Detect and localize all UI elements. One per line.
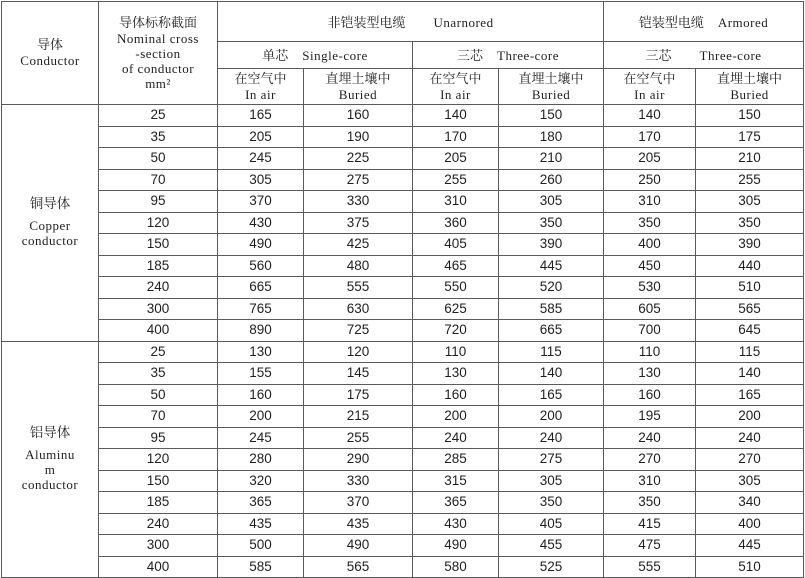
- ampacity-cell: 245: [218, 427, 304, 449]
- group-label-en: m: [44, 462, 56, 478]
- col-armored-three-buried: [696, 69, 804, 105]
- section-header: [99, 2, 218, 105]
- ampacity-cell: 165: [218, 105, 304, 127]
- ampacity-cell: 240: [696, 427, 804, 449]
- ampacity-cell: 455: [499, 535, 604, 557]
- section-header-en-1: Nominal cross: [117, 30, 199, 46]
- cross-section-cell: 120: [99, 449, 218, 471]
- in-air-cn: 在空气中: [234, 71, 287, 87]
- table-row: [2, 298, 804, 320]
- ampacity-cell: 210: [696, 148, 804, 170]
- cross-section-cell: 50: [99, 148, 218, 170]
- table-row: [2, 556, 804, 578]
- ampacity-cell: 555: [304, 277, 413, 299]
- table-row: [2, 363, 804, 385]
- ampacity-cell: 160: [604, 384, 696, 406]
- cross-section-cell: 150: [99, 470, 218, 492]
- ampacity-cell: 465: [413, 255, 499, 277]
- ampacity-cell: 160: [218, 384, 304, 406]
- ampacity-cell: 150: [696, 105, 804, 127]
- three-core-en: Three-core: [497, 48, 560, 63]
- ampacity-cell: 305: [696, 470, 804, 492]
- table-row: [2, 341, 804, 363]
- ampacity-cell: 350: [696, 212, 804, 234]
- ampacity-cell: 365: [218, 492, 304, 514]
- in-air-en: In air: [245, 86, 276, 102]
- col-unarmored-single-air: [218, 69, 304, 105]
- ampacity-cell: 290: [304, 449, 413, 471]
- table-row: [2, 234, 804, 256]
- ampacity-cell: 310: [604, 470, 696, 492]
- cross-section-cell: 300: [99, 535, 218, 557]
- col-armored-three-air: [604, 69, 696, 105]
- ampacity-cell: 350: [499, 492, 604, 514]
- ampacity-cell: 305: [499, 470, 604, 492]
- ampacity-cell: 405: [499, 513, 604, 535]
- buried-en: Buried: [730, 86, 769, 102]
- table-row: [2, 169, 804, 191]
- ampacity-cell: 585: [218, 556, 304, 578]
- in-air-en: In air: [634, 86, 665, 102]
- ampacity-cell: 630: [304, 298, 413, 320]
- ampacity-cell: 665: [499, 320, 604, 342]
- ampacity-cell: 260: [499, 169, 604, 191]
- ampacity-cell: 490: [218, 234, 304, 256]
- ampacity-cell: 200: [413, 406, 499, 428]
- ampacity-cell: 510: [696, 277, 804, 299]
- ampacity-cell: 435: [218, 513, 304, 535]
- ampacity-cell: 560: [218, 255, 304, 277]
- group-label-en: Copper: [29, 218, 71, 234]
- conductor-header-cn: 导体: [36, 38, 63, 53]
- col-unarmored-three-buried: [499, 69, 604, 105]
- ampacity-cell: 250: [604, 169, 696, 191]
- ampacity-cell: 530: [604, 277, 696, 299]
- col-unarmored-three-air: [413, 69, 499, 105]
- cross-section-cell: 95: [99, 191, 218, 213]
- table-row: [2, 212, 804, 234]
- single-core-cn: 单芯: [262, 49, 289, 64]
- group-label-en: Aluminu: [25, 447, 75, 463]
- ampacity-cell: 275: [499, 449, 604, 471]
- section-header-en-3: of conductor: [121, 60, 195, 76]
- ampacity-cell: 490: [413, 535, 499, 557]
- section-header-unit: mm²: [145, 75, 171, 91]
- aluminum-conductor-group: [2, 341, 99, 578]
- ampacity-cell: 255: [304, 427, 413, 449]
- buried-en: Buried: [338, 86, 378, 102]
- group-label-cn: 铝导体: [29, 425, 71, 442]
- buried-cn: 直埋土壤中: [518, 71, 584, 87]
- ampacity-cell: 415: [604, 513, 696, 535]
- ampacity-cell: 375: [304, 212, 413, 234]
- armored-header-en: Armored: [717, 14, 769, 30]
- ampacity-cell: 205: [604, 148, 696, 170]
- ampacity-cell: 400: [604, 234, 696, 256]
- ampacity-cell: 110: [604, 341, 696, 363]
- cross-section-cell: 300: [99, 298, 218, 320]
- ampacity-cell: 160: [413, 384, 499, 406]
- ampacity-cell: 165: [499, 384, 604, 406]
- ampacity-cell: 500: [218, 535, 304, 557]
- group-label-en: conductor: [21, 477, 79, 493]
- ampacity-cell: 255: [696, 169, 804, 191]
- ampacity-cell: 130: [218, 341, 304, 363]
- in-air-en: In air: [440, 86, 471, 102]
- ampacity-cell: 175: [696, 126, 804, 148]
- ampacity-cell: 720: [413, 320, 499, 342]
- ampacity-cell: 310: [604, 191, 696, 213]
- ampacity-cell: 305: [499, 191, 604, 213]
- armored-header-cn: 铠装型电缆: [638, 15, 704, 31]
- ampacity-cell: 140: [499, 363, 604, 385]
- table-row: [2, 470, 804, 492]
- cross-section-cell: 400: [99, 556, 218, 578]
- ampacity-cell: 330: [304, 191, 413, 213]
- table-row: [2, 449, 804, 471]
- section-header-en-2: -section: [135, 45, 181, 61]
- cross-section-cell: 400: [99, 320, 218, 342]
- ampacity-cell: 170: [413, 126, 499, 148]
- ampacity-cell: 270: [604, 449, 696, 471]
- ampacity-cell: 280: [218, 449, 304, 471]
- ampacity-cell: 315: [413, 470, 499, 492]
- ampacity-cell: 205: [413, 148, 499, 170]
- ampacity-cell: 585: [499, 298, 604, 320]
- ampacity-cell: 445: [696, 535, 804, 557]
- unarmored-header-en: Unarnored: [433, 14, 494, 30]
- cross-section-cell: 185: [99, 492, 218, 514]
- ampacity-cell: 115: [499, 341, 604, 363]
- ampacity-cell: 305: [696, 191, 804, 213]
- ampacity-cell: 625: [413, 298, 499, 320]
- ampacity-cell: 665: [218, 277, 304, 299]
- table-row: [2, 126, 804, 148]
- ampacity-cell: 340: [696, 492, 804, 514]
- ampacity-cell: 210: [499, 148, 604, 170]
- ampacity-cell: 305: [218, 169, 304, 191]
- single-core-en: Single-core: [302, 48, 368, 63]
- ampacity-cell: 475: [604, 535, 696, 557]
- ampacity-cell: 890: [218, 320, 304, 342]
- cross-section-cell: 120: [99, 212, 218, 234]
- group-label-en: conductor: [21, 233, 79, 249]
- cross-section-cell: 150: [99, 234, 218, 256]
- ampacity-cell: 330: [304, 470, 413, 492]
- ampacity-cell: 430: [413, 513, 499, 535]
- ampacity-cell: 110: [413, 341, 499, 363]
- ampacity-cell: 350: [499, 212, 604, 234]
- ampacity-cell: 725: [304, 320, 413, 342]
- ampacity-cell: 450: [604, 255, 696, 277]
- ampacity-cell: 240: [604, 427, 696, 449]
- in-air-cn: 在空气中: [429, 71, 482, 87]
- unarmored-single-core-header: [218, 42, 413, 69]
- ampacity-cell: 200: [218, 406, 304, 428]
- cross-section-cell: 25: [99, 105, 218, 127]
- table-row: [2, 148, 804, 170]
- ampacity-cell: 240: [413, 427, 499, 449]
- ampacity-cell: 190: [304, 126, 413, 148]
- table-row: [2, 492, 804, 514]
- ampacity-cell: 645: [696, 320, 804, 342]
- ampacity-cell: 360: [413, 212, 499, 234]
- ampacity-cell: 120: [304, 341, 413, 363]
- table-row: [2, 105, 804, 127]
- cross-section-cell: 240: [99, 277, 218, 299]
- table-header: [2, 2, 804, 105]
- ampacity-cell: 115: [696, 341, 804, 363]
- ampacity-cell: 215: [304, 406, 413, 428]
- ampacity-cell: 140: [413, 105, 499, 127]
- ampacity-cell: 245: [218, 148, 304, 170]
- ampacity-cell: 175: [304, 384, 413, 406]
- table-row: [2, 191, 804, 213]
- ampacity-cell: 565: [304, 556, 413, 578]
- ampacity-cell: 565: [696, 298, 804, 320]
- armored-three-core-header: [604, 42, 804, 69]
- ampacity-cell: 160: [304, 105, 413, 127]
- ampacity-cell: 555: [604, 556, 696, 578]
- ampacity-cell: 195: [604, 406, 696, 428]
- buried-cn: 直埋土壤中: [325, 71, 391, 87]
- armored-three-core-cn: 三芯: [645, 49, 672, 64]
- col-unarmored-single-buried: [304, 69, 413, 105]
- ampacity-cell: 140: [696, 363, 804, 385]
- cross-section-cell: 70: [99, 169, 218, 191]
- conductor-header: [2, 2, 99, 105]
- cross-section-cell: 35: [99, 126, 218, 148]
- ampacity-table: [1, 1, 804, 578]
- ampacity-cell: 480: [304, 255, 413, 277]
- buried-en: Buried: [531, 86, 571, 102]
- table-row: [2, 427, 804, 449]
- ampacity-cell: 440: [696, 255, 804, 277]
- table-row: [2, 513, 804, 535]
- ampacity-cell: 350: [604, 492, 696, 514]
- ampacity-cell: 510: [696, 556, 804, 578]
- ampacity-cell: 130: [413, 363, 499, 385]
- table-row: [2, 406, 804, 428]
- ampacity-cell: 400: [696, 513, 804, 535]
- ampacity-cell: 170: [604, 126, 696, 148]
- ampacity-cell: 200: [499, 406, 604, 428]
- ampacity-cell: 445: [499, 255, 604, 277]
- group-label-cn: 铜导体: [29, 196, 71, 213]
- unarmored-three-core-header: [413, 42, 604, 69]
- cross-section-cell: 95: [99, 427, 218, 449]
- cross-section-cell: 240: [99, 513, 218, 535]
- ampacity-cell: 580: [413, 556, 499, 578]
- cross-section-cell: 185: [99, 255, 218, 277]
- ampacity-cell: 285: [413, 449, 499, 471]
- cross-section-cell: 70: [99, 406, 218, 428]
- ampacity-cell: 365: [413, 492, 499, 514]
- cross-section-cell: 25: [99, 341, 218, 363]
- ampacity-cell: 240: [499, 427, 604, 449]
- ampacity-cell: 370: [218, 191, 304, 213]
- ampacity-cell: 430: [218, 212, 304, 234]
- table-body: [2, 105, 804, 578]
- table-row: [2, 255, 804, 277]
- ampacity-cell: 130: [604, 363, 696, 385]
- ampacity-cell: 605: [604, 298, 696, 320]
- ampacity-cell: 255: [413, 169, 499, 191]
- table-row: [2, 384, 804, 406]
- ampacity-cell: 700: [604, 320, 696, 342]
- ampacity-cell: 155: [218, 363, 304, 385]
- ampacity-cell: 165: [696, 384, 804, 406]
- ampacity-cell: 525: [499, 556, 604, 578]
- ampacity-cell: 435: [304, 513, 413, 535]
- ampacity-cell: 140: [604, 105, 696, 127]
- ampacity-cell: 320: [218, 470, 304, 492]
- ampacity-cell: 390: [499, 234, 604, 256]
- conductor-header-en: Conductor: [20, 53, 80, 68]
- ampacity-cell: 200: [696, 406, 804, 428]
- ampacity-cell: 310: [413, 191, 499, 213]
- ampacity-cell: 270: [696, 449, 804, 471]
- ampacity-cell: 205: [218, 126, 304, 148]
- buried-cn: 直埋土壤中: [717, 71, 783, 87]
- ampacity-cell: 550: [413, 277, 499, 299]
- section-header-cn: 导体标称截面: [118, 15, 197, 31]
- table-row: [2, 320, 804, 342]
- ampacity-cell: 405: [413, 234, 499, 256]
- ampacity-cell: 490: [304, 535, 413, 557]
- ampacity-cell: 225: [304, 148, 413, 170]
- cross-section-cell: 50: [99, 384, 218, 406]
- ampacity-cell: 390: [696, 234, 804, 256]
- armored-three-core-en: Three-core: [699, 48, 762, 63]
- armored-header: [604, 2, 804, 42]
- table-row: [2, 535, 804, 557]
- ampacity-cell: 180: [499, 126, 604, 148]
- copper-conductor-group: [2, 105, 99, 342]
- ampacity-cell: 150: [499, 105, 604, 127]
- ampacity-cell: 275: [304, 169, 413, 191]
- ampacity-cell: 350: [604, 212, 696, 234]
- ampacity-cell: 520: [499, 277, 604, 299]
- cross-section-cell: 35: [99, 363, 218, 385]
- table-row: [2, 277, 804, 299]
- unarmored-header-cn: 非铠装型电缆: [327, 15, 406, 31]
- ampacity-cell: 370: [304, 492, 413, 514]
- ampacity-cell: 425: [304, 234, 413, 256]
- ampacity-cell: 765: [218, 298, 304, 320]
- unarmored-header: [218, 2, 604, 42]
- in-air-cn: 在空气中: [623, 71, 676, 87]
- three-core-cn: 三芯: [457, 49, 484, 64]
- ampacity-cell: 145: [304, 363, 413, 385]
